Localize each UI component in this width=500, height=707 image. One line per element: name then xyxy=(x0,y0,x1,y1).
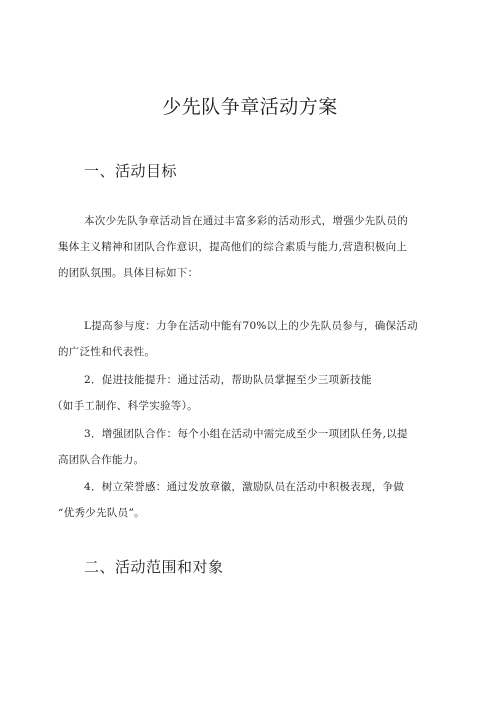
goal-2-line-1: 2．促进技能提升：通过活动，帮助队员掌握至少三项新技能 xyxy=(84,374,372,386)
goal-1-line-2: 的广泛性和代表性。 xyxy=(58,346,156,358)
intro-line-3: 的团队氛围。具体目标如下： xyxy=(58,267,199,279)
goal-4-line-2: “优秀少先队员”。 xyxy=(58,507,145,519)
goal-3-line-1: 3．增强团队合作：每个小组在活动中需完成至少一项团队任务,以提 xyxy=(84,428,408,440)
goal-3-line-2: 高团队合作能力。 xyxy=(58,454,145,466)
intro-line-1: 本次少先队争章活动旨在通过丰富多彩的活动形式，增强少先队员的 xyxy=(84,215,408,227)
document-title: 少先队争章活动方案 xyxy=(162,96,338,118)
intro-line-2: 集体主义精神和团队合作意识，提高他们的综合素质与能力,营造积极向上 xyxy=(58,241,408,253)
goal-4-line-1: 4．树立荣誉感：通过发放章徽，激励队员在活动中积极表现，争做 xyxy=(84,481,405,493)
goal-2-line-2: （如手工制作、科学实验等）。 xyxy=(52,400,198,412)
section-heading-goals: 一、活动目标 xyxy=(84,162,178,180)
section-heading-scope: 二、活动范围和对象 xyxy=(84,558,224,576)
goal-1-line-1: L提高参与度：力争在活动中能有70%以上的少先队员参与，确保活动 xyxy=(84,320,418,332)
